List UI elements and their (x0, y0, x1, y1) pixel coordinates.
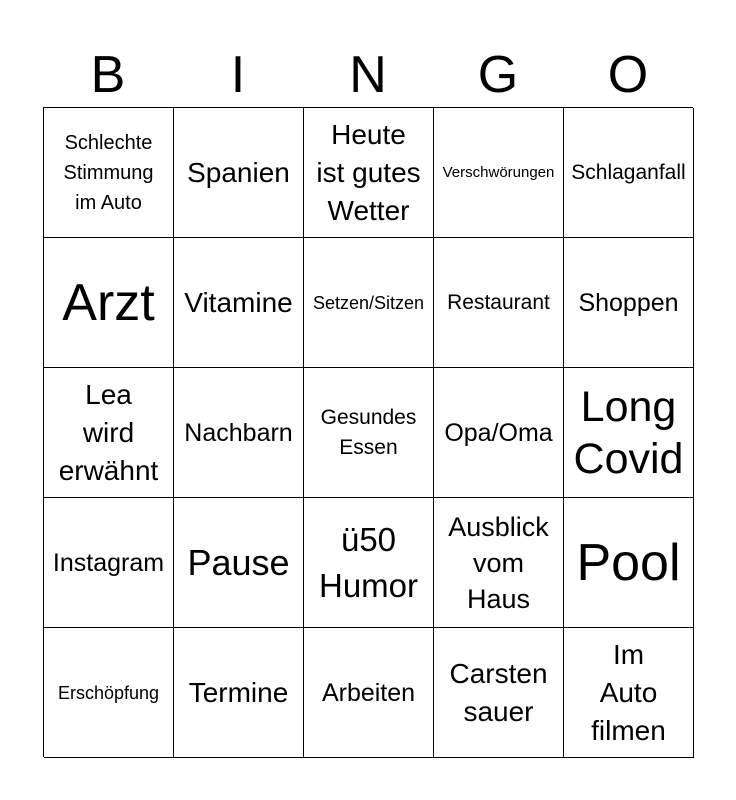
bingo-cell[interactable] (304, 238, 434, 368)
cell-label: Spanien (187, 156, 290, 188)
bingo-cell[interactable] (174, 628, 304, 758)
header-letter-g: G (477, 46, 519, 104)
cell-label: Vitamine (184, 286, 293, 318)
bingo-card-grid (43, 107, 693, 757)
cell-label: Heute ist gutes Wetter (316, 118, 421, 226)
cell-label: Pool (576, 533, 681, 592)
bingo-cell[interactable] (434, 498, 564, 628)
header-letter-b: B (90, 46, 126, 104)
cell-label: Lea wird erwähnt (58, 378, 159, 486)
bingo-cell[interactable] (44, 498, 174, 628)
cell-label: Opa/Oma (444, 418, 553, 447)
bingo-cell[interactable] (44, 238, 174, 368)
bingo-cell[interactable] (304, 628, 434, 758)
cell-label: Verschwörungen (442, 163, 555, 181)
cell-label: Arzt (62, 273, 155, 332)
bingo-header (43, 44, 693, 106)
header-letter-i: I (230, 46, 246, 104)
cell-label: ü50 Humor (318, 520, 419, 604)
bingo-cell[interactable] (174, 498, 304, 628)
cell-label: Arbeiten (321, 678, 416, 707)
cell-label: Carsten sauer (449, 657, 548, 727)
bingo-cell[interactable] (174, 108, 304, 238)
header-letter-n: N (349, 46, 387, 104)
bingo-cell[interactable] (304, 108, 434, 238)
bingo-cell[interactable] (564, 628, 694, 758)
bingo-cell[interactable] (564, 368, 694, 498)
cell-label: Ausblick vom Haus (448, 511, 549, 614)
cell-label: Restaurant (447, 290, 550, 314)
bingo-cell[interactable] (564, 108, 694, 238)
bingo-cell[interactable] (434, 238, 564, 368)
bingo-cell[interactable] (564, 498, 694, 628)
cell-label: Instagram (52, 548, 165, 577)
cell-label: Shoppen (578, 288, 679, 317)
cell-label: Erschöpfung (57, 682, 160, 703)
bingo-cell[interactable] (434, 368, 564, 498)
cell-label: Setzen/Sitzen (312, 292, 425, 313)
cell-label: Schlechte Stimmung im Auto (63, 131, 154, 214)
bingo-cell[interactable] (434, 628, 564, 758)
bingo-cell[interactable] (44, 368, 174, 498)
bingo-cell[interactable] (434, 108, 564, 238)
header-letter-o: O (607, 46, 649, 104)
bingo-cell[interactable] (44, 628, 174, 758)
cell-label: Schlaganfall (571, 160, 686, 184)
bingo-cell[interactable] (174, 368, 304, 498)
cell-label: Termine (188, 676, 289, 708)
bingo-cell[interactable] (304, 498, 434, 628)
cell-label: Long Covid (573, 382, 684, 483)
bingo-cell[interactable] (564, 238, 694, 368)
cell-label: Pause (187, 541, 290, 583)
cell-label: Im Auto filmen (591, 638, 666, 746)
bingo-cell[interactable] (174, 238, 304, 368)
bingo-cell[interactable] (304, 368, 434, 498)
cell-label: Nachbarn (184, 418, 293, 447)
cell-label: Gesundes Essen (320, 405, 417, 459)
bingo-cell[interactable] (44, 108, 174, 238)
